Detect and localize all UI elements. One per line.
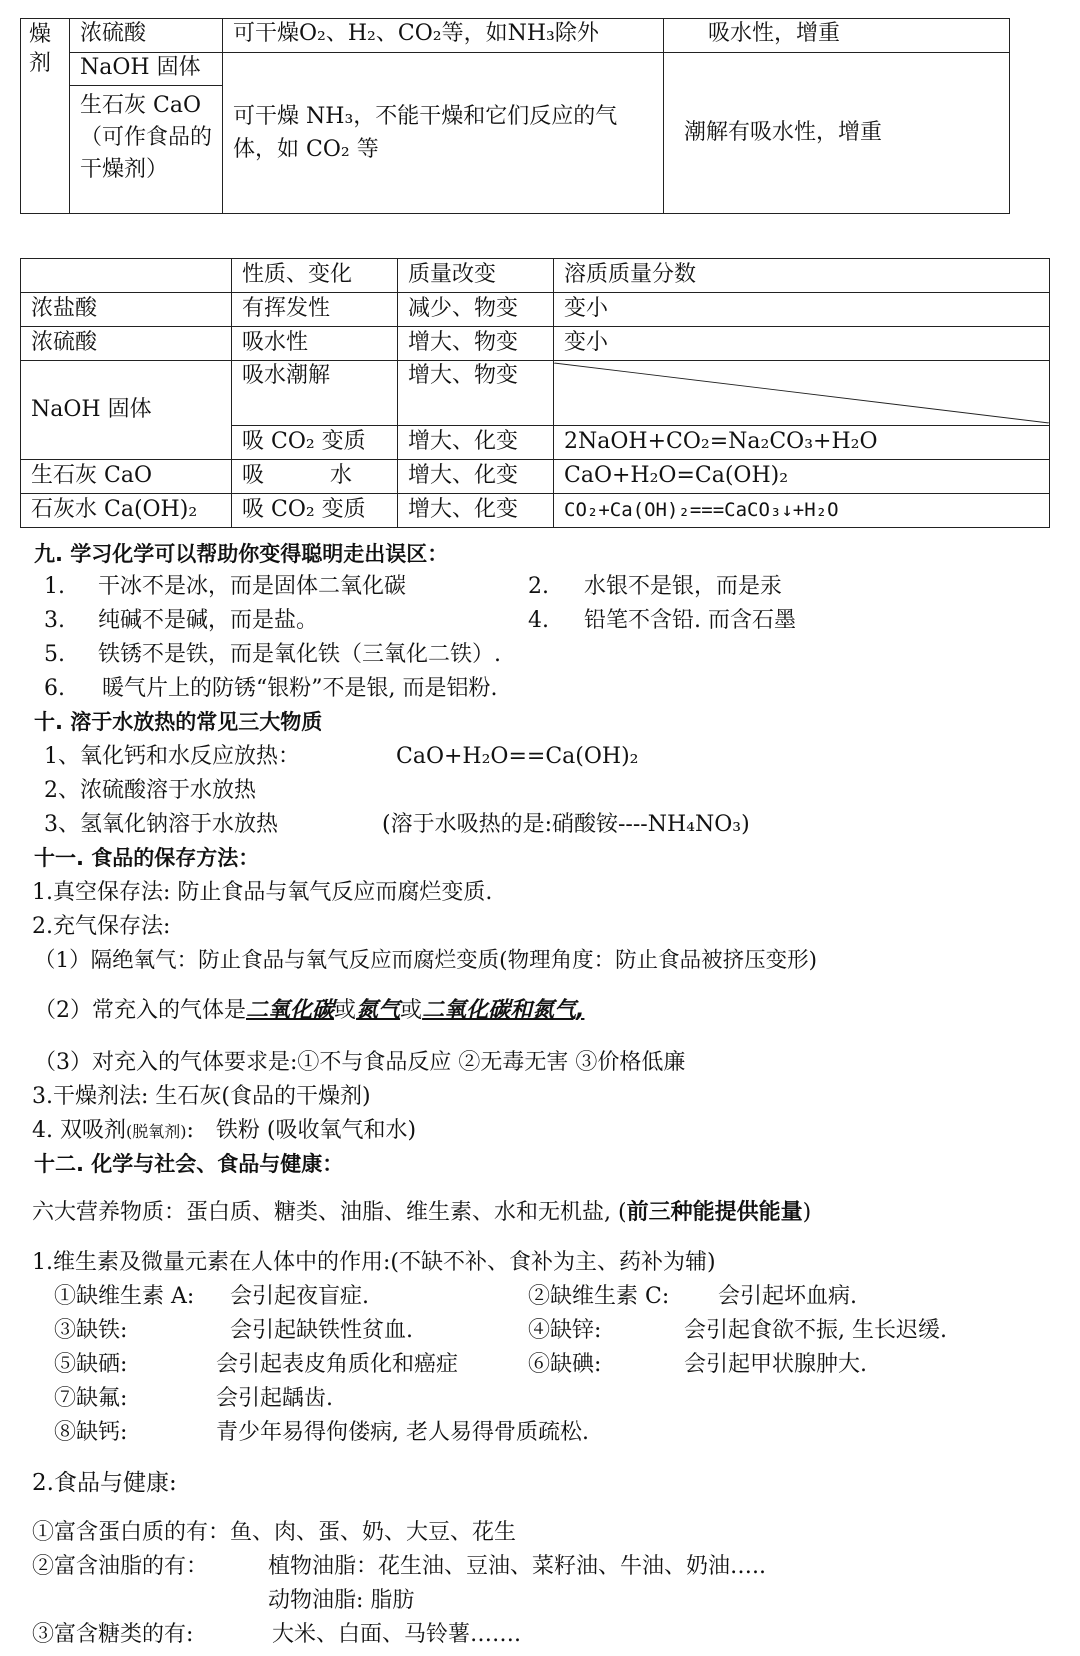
t2-r2c3-diagonal	[554, 361, 1050, 426]
t2-r0c3: 变小	[554, 293, 1050, 327]
s11-line-4-b: 二氧化碳	[246, 998, 335, 1023]
s11-line-6: 3.干燥剂法: 生石灰(食品的干燥剂)	[32, 1084, 371, 1109]
section-9-title: 九. 学习化学可以帮助你变得聪明走出误区：	[34, 542, 449, 566]
s11-line-4-f: 二氧化碳和氮气,	[422, 998, 585, 1023]
t2-h3: 溶质质量分数	[554, 259, 1050, 293]
t2-r0c1: 有挥发性	[232, 293, 398, 327]
s9-item-2: 水银不是银，而是汞	[584, 574, 783, 599]
vit-v-2: 会引起坏血病.	[718, 1284, 857, 1309]
s12-food-3-k: ③富含糖类的有:	[32, 1622, 194, 1647]
t2-r5c3: CO₂+Ca(OH)₂===CaCO₃↓+H₂O	[554, 494, 1050, 528]
r3-name	[70, 86, 223, 214]
s11-line-5: （3）对充入的气体要求是:①不与食品反应 ②无毒无害 ③价格低廉	[34, 1050, 686, 1075]
s12-food-2-v2: 动物油脂: 脂肪	[268, 1588, 415, 1613]
s11-line-4-e: 或	[400, 998, 423, 1023]
s11-line-7	[32, 1120, 416, 1142]
r1-note: 吸水性，增重	[664, 19, 1010, 53]
s12-food-3-v: 大米、白面、马铃薯…….	[272, 1622, 521, 1647]
s9-item-6-num: 6.	[44, 676, 65, 701]
t2-r4c1: 吸 水	[232, 460, 398, 494]
s9-item-3-num: 3.	[44, 608, 65, 633]
t2-r4c3: CaO+H₂O=Ca(OH)₂	[554, 460, 1050, 494]
vit-k-1: ①缺维生素 A:	[54, 1284, 195, 1309]
t2-r5c0: 石灰水 Ca(OH)₂	[21, 494, 232, 528]
vit-v-4: 会引起食欲不振, 生长迟缓.	[684, 1318, 947, 1343]
group-label-cell	[21, 19, 70, 214]
vit-v-1: 会引起夜盲症.	[230, 1284, 369, 1309]
r3-gases	[223, 53, 664, 214]
s11-line-1: 1.真空保存法: 防止食品与氧气反应而腐烂变质.	[32, 880, 493, 905]
t2-r2c2: 增大、物变	[398, 361, 554, 426]
r1-gases: 可干燥O₂、H₂、CO₂等，如NH₃除外	[223, 19, 664, 53]
s12-nutrients-a: 六大营养物质：蛋白质、糖类、油脂、维生素、水和无机盐, (	[32, 1200, 627, 1225]
vit-k-7: ⑦缺氟:	[54, 1386, 128, 1411]
s10-line-3: 3、氢氧化钠溶于水放热	[44, 812, 278, 837]
vit-v-7: 会引起龋齿.	[216, 1386, 333, 1411]
s10-line-3-note: (溶于水吸热的是:硝酸铵----NH₄NO₃)	[382, 812, 750, 837]
r3-note: 潮解有吸水性，增重	[664, 53, 1010, 214]
section-11-title: 十一. 食品的保存方法：	[34, 846, 260, 870]
s11-line-4-d: 氮气	[356, 998, 401, 1023]
s12-vit-title: 1.维生素及微量元素在人体中的作用:(不缺不补、食补为主、药补为辅)	[32, 1250, 716, 1275]
s12-nutrients	[32, 1202, 811, 1224]
vit-v-3: 会引起缺铁性贫血.	[230, 1318, 413, 1343]
s12-nutrients-b: 前三种能提供能量	[626, 1200, 803, 1225]
s11-line-4	[34, 1000, 584, 1022]
s11-line-7-b: (脱氧剂)	[125, 1122, 187, 1141]
t2-r1c1: 吸水性	[232, 327, 398, 361]
t2-r3c1: 吸 CO₂ 变质	[232, 426, 398, 460]
t2-r4c2: 增大、化变	[398, 460, 554, 494]
s9-item-5: 铁锈不是铁，而是氧化铁（三氧化二铁）.	[98, 642, 501, 667]
s9-item-2-num: 2.	[528, 574, 549, 599]
t2-r2c1: 吸水潮解	[232, 361, 398, 426]
r3-gases-l2: 体，如 CO₂ 等	[233, 137, 379, 162]
t2-r0c0: 浓盐酸	[21, 293, 232, 327]
s11-line-3: （1）隔绝氧气：防止食品与氧气反应而腐烂变质(物理角度：防止食品被挤压变形)	[34, 948, 817, 973]
t2-r4c0: 生石灰 CaO	[21, 460, 232, 494]
s10-line-1-eq: CaO+H₂O==Ca(OH)₂	[396, 744, 639, 769]
s11-line-4-a: （2）常充入的气体是	[34, 998, 246, 1023]
r3-name-l2: （可作食品的	[80, 124, 213, 150]
t2-h2: 质量改变	[398, 259, 554, 293]
r2-name: NaOH 固体	[70, 53, 223, 86]
t2-r2c0: NaOH 固体	[21, 361, 232, 460]
section-12-title: 十二. 化学与社会、食品与健康：	[34, 1152, 344, 1176]
s9-item-4-num: 4.	[528, 608, 549, 633]
r3-name-l1: 生石灰 CaO	[80, 93, 201, 118]
s12-food-2-v1: 植物油脂：花生油、豆油、菜籽油、牛油、奶油…..	[268, 1554, 766, 1579]
vit-k-2: ②缺维生素 C:	[528, 1284, 670, 1309]
s9-item-4: 铅笔不含铅. 而含石墨	[584, 608, 796, 633]
diagonal-line	[554, 361, 1049, 425]
s9-item-1: 干冰不是冰，而是固体二氧化碳	[98, 574, 407, 599]
s9-item-3: 纯碱不是碱，而是盐。	[98, 608, 319, 633]
r1-name: 浓硫酸	[70, 19, 223, 53]
s10-line-1: 1、氧化钙和水反应放热：	[44, 744, 300, 769]
s12-nutrients-c: )	[802, 1200, 812, 1225]
t2-r5c1: 吸 CO₂ 变质	[232, 494, 398, 528]
s9-item-5-num: 5.	[44, 642, 65, 667]
s10-line-2: 2、浓硫酸溶于水放热	[44, 778, 256, 803]
vit-k-5: ⑤缺硒:	[54, 1352, 128, 1377]
vit-v-8: 青少年易得佝偻病, 老人易得骨质疏松.	[216, 1420, 589, 1445]
s12-food-2-k: ②富含油脂的有：	[32, 1554, 209, 1579]
s11-line-7-a: 4. 双吸剂	[32, 1118, 126, 1143]
t2-r5c2: 增大、化变	[398, 494, 554, 528]
r3-name-l3: 干燥剂）	[80, 156, 169, 182]
t2-h1: 性质、变化	[232, 259, 398, 293]
s9-item-6: 暖气片上的防锈“银粉”不是银, 而是铝粉.	[102, 676, 498, 701]
section-10-title: 十. 溶于水放热的常见三大物质	[34, 710, 323, 734]
s12-food-1: ①富含蛋白质的有：鱼、肉、蛋、奶、大豆、花生	[32, 1520, 517, 1545]
vit-k-4: ④缺锌:	[528, 1318, 602, 1343]
vit-k-3: ③缺铁:	[54, 1318, 128, 1343]
t2-r3c2: 增大、化变	[398, 426, 554, 460]
s12-food-title: 2.食品与健康:	[32, 1470, 177, 1496]
vit-k-6: ⑥缺碘:	[528, 1352, 602, 1377]
s9-item-1-num: 1.	[44, 574, 65, 599]
t2-r1c0: 浓硫酸	[21, 327, 232, 361]
r3-gases-l1: 可干燥 NH₃，不能干燥和它们反应的气	[233, 104, 618, 129]
concentrated-substances-table	[20, 258, 1050, 528]
t2-r0c2: 减少、物变	[398, 293, 554, 327]
t2-r1c2: 增大、物变	[398, 327, 554, 361]
group-label: 燥剂	[29, 22, 52, 76]
vit-v-6: 会引起甲状腺肿大.	[684, 1352, 867, 1377]
t2-r3c3: 2NaOH+CO₂=Na₂CO₃+H₂O	[554, 426, 1050, 460]
s11-line-7-c: : 铁粉 (吸收氧气和水)	[186, 1118, 417, 1143]
s11-line-2: 2.充气保存法:	[32, 914, 171, 939]
vit-k-8: ⑧缺钙:	[54, 1420, 128, 1445]
t2-h0	[21, 259, 232, 293]
t2-r1c3: 变小	[554, 327, 1050, 361]
desiccant-table	[20, 18, 1010, 214]
s11-line-4-c: 或	[334, 998, 357, 1023]
vit-v-5: 会引起表皮角质化和癌症	[216, 1352, 459, 1377]
